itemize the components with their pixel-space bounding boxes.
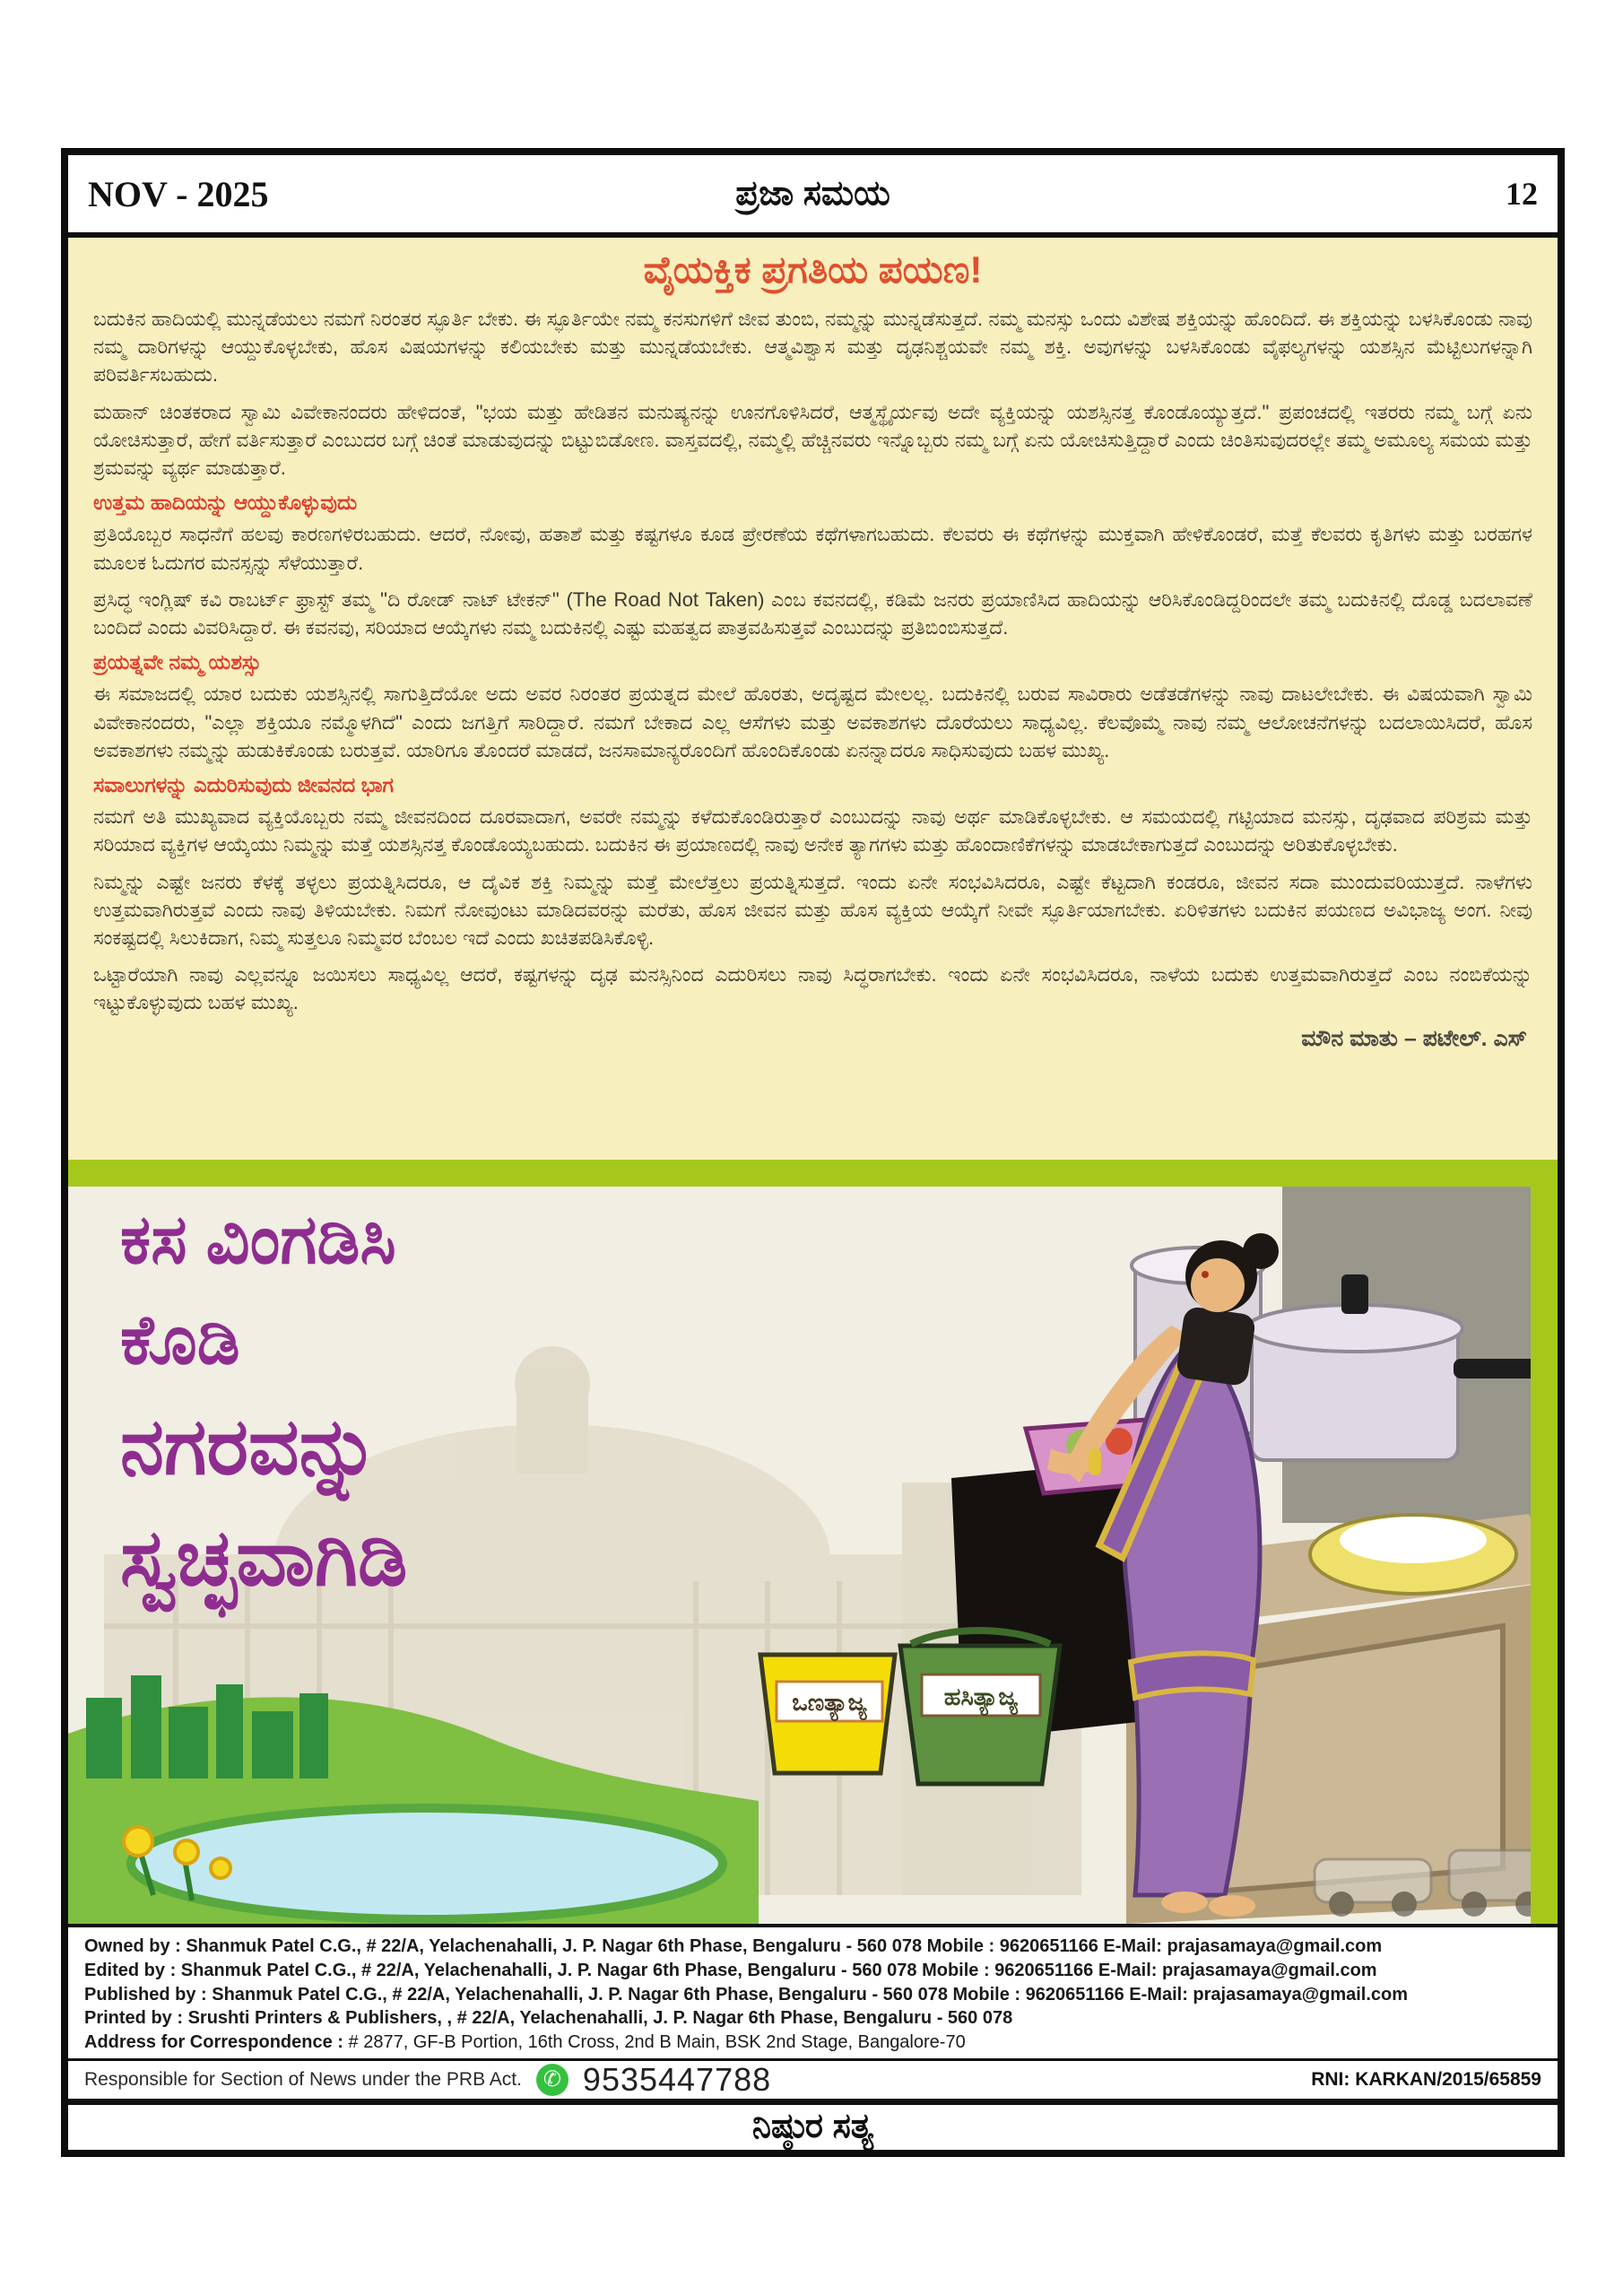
- printed-by-line: Printed by : Srushti Printers & Publishers, , # 22/A, Yelachenahalli, J. P. Nagar 6th Phase, Bengaluru - 560 078: [84, 2008, 1013, 2029]
- rice-bowl: [1310, 1515, 1516, 1594]
- article-paragraph: ಒಟ್ಟಾರೆಯಾಗಿ ನಾವು ಎಲ್ಲವನ್ನೂ ಜಯಿಸಲು ಸಾಧ್ಯವಿಲ್ಲ ಆದರೆ, ಕಷ್ಟಗಳನ್ನು ದೃಢ ಮನಸ್ಸಿನಿಂದ ಎದುರಿಸಲು ನಾವು ಸಿದ್ಧರಾಗಬೇಕು. ಇಂದು ಏನೇ ಸಂಭವಿಸಿದರೂ, ನಾಳೆಯ ಬದುಕು ಉತ್ತಮವಾಗಿರುತ್ತದೆ ಎಂಬ ನಂಬಿಕೆಯನ್ನು ಇಟ್ಟುಕೊಳ್ಳುವುದು ಬಹಳ ಮುಖ್ಯ.: [93, 963, 1532, 1014]
- ad-headline-line: ಕೊಡಿ: [120, 1302, 240, 1378]
- waste-segregation-ad: [68, 1160, 1558, 1924]
- newspaper-page-frame: [61, 148, 1565, 2157]
- tagline-row: [68, 2105, 1558, 2150]
- ad-headline: [120, 1202, 408, 1602]
- article-paragraph: ಬದುಕಿನ ಹಾದಿಯಲ್ಲಿ ಮುನ್ನಡೆಯಲು ನಮಗೆ ನಿರಂತರ ಸ್ಫೂರ್ತಿ ಬೇಕು. ಈ ಸ್ಫೂರ್ತಿಯೇ ನಮ್ಮ ಕನಸುಗಳಿಗೆ ಜೀವ ತುಂಬಿ, ನಮ್ಮನ್ನು ಮುನ್ನಡೆಸುತ್ತದೆ. ನಮ್ಮ ಮನಸ್ಸು ಒಂದು ವಿಶೇಷ ಶಕ್ತಿಯನ್ನು ಹೊಂದಿದೆ. ಈ ಶಕ್ತಿಯನ್ನು ಬಳಸಿಕೊಂಡು ನಾವು ನಮ್ಮ ದಾರಿಗಳನ್ನು ಆಯ್ದುಕೊಳ್ಳಬೇಕು, ಹೊಸ ವಿಷಯಗಳನ್ನು ಕಲಿಯಬೇಕು ಮತ್ತು ಮುನ್ನಡೆಯಬೇಕು. ಆತ್ಮವಿಶ್ವಾಸ ಮತ್ತು ದೃಢನಿಶ್ಚಯವೇ ನಮ್ಮ ಶಕ್ತಿ. ಅವುಗಳನ್ನು ಬಳಸಿಕೊಂಡು ವೈಫಲ್ಯಗಳನ್ನು ಯಶಸ್ಸಿನ ಮೆಟ್ಟಿಲುಗಳನ್ನಾಗಿ ಪರಿವರ್ತಿಸಬಹುದು.: [93, 308, 1532, 387]
- whatsapp-icon: ✆: [536, 2064, 568, 2096]
- correspondence-line: [84, 2031, 1541, 2055]
- article-paragraph: ಈ ಸಮಾಜದಲ್ಲಿ ಯಾರ ಬದುಕು ಯಶಸ್ಸಿನಲ್ಲಿ ಸಾಗುತ್ತಿದೆಯೋ ಅದು ಅವರ ನಿರಂತರ ಪ್ರಯತ್ನದ ಮೇಲೆ ಹೊರತು, ಅದೃಷ್ಟದ ಮೇಲಲ್ಲ. ಬದುಕಿನಲ್ಲಿ ಬರುವ ಸಾವಿರಾರು ಅಡೆತಡೆಗಳನ್ನು ನಾವು ದಾಟಲೇಬೇಕು. ಈ ವಿಷಯವಾಗಿ ಸ್ವಾಮಿ ವಿವೇಕಾನಂದರು, "ಎಲ್ಲಾ ಶಕ್ತಿಯೂ ನಮ್ಮೊಳಗಿದೆ" ಎಂದು ಜಗತ್ತಿಗೆ ಸಾರಿದ್ದಾರೆ. ನಮಗೆ ಬೇಕಾದ ಎಲ್ಲ ಆಸೆಗಳು ಮತ್ತು ಅವಕಾಶಗಳು ದೊರೆಯಲು ಸಾಧ್ಯವಿಲ್ಲ. ಕೆಲವೊಮ್ಮೆ ನಾವು ನಮ್ಮ ಆಲೋಚನೆಗಳನ್ನು ಬದಲಾಯಿಸಿದರೆ, ಹೊಸ ಅವಕಾಶಗಳು ನಮ್ಮನ್ನು ಹುಡುಕಿಕೊಂಡು ಬರುತ್ತವೆ. ಯಾರಿಗೂ ತೊಂದರೆ ಮಾಡದೆ, ಜನಸಾಮಾನ್ಯರೊಂದಿಗೆ ಹೊಂದಿಕೊಂಡು ಏನನ್ನಾದರೂ ಸಾಧಿಸುವುದು ಬಹಳ ಮುಖ್ಯ.: [93, 683, 1532, 761]
- article-paragraph: ಮಹಾನ್ ಚಿಂತಕರಾದ ಸ್ವಾಮಿ ವಿವೇಕಾನಂದರು ಹೇಳಿದಂತೆ, "ಭಯ ಮತ್ತು ಹೇಡಿತನ ಮನುಷ್ಯನನ್ನು ಊನಗೊಳಿಸಿದರೆ, ಆತ್ಮಸ್ಥೈರ್ಯವು ಅದೇ ವ್ಯಕ್ತಿಯನ್ನು ಯಶಸ್ಸಿನತ್ತ ಕೊಂಡೊಯ್ಯುತ್ತದೆ." ಪ್ರಪಂಚದಲ್ಲಿ ಇತರರು ನಮ್ಮ ಬಗ್ಗೆ ಏನು ಯೋಚಿಸುತ್ತಾರೆ, ಹೇಗೆ ವರ್ತಿಸುತ್ತಾರೆ ಎಂಬುದರ ಬಗ್ಗೆ ಚಿಂತೆ ಮಾಡುವುದನ್ನು ಬಿಟ್ಟುಬಿಡೋಣ. ವಾಸ್ತವದಲ್ಲಿ, ನಮ್ಮಲ್ಲಿ ಹೆಚ್ಚಿನವರು ಇನ್ನೊಬ್ಬರು ನಮ್ಮ ಬಗ್ಗೆ ಏನು ಯೋಚಿಸುತ್ತಿದ್ದಾರೆ ಎಂದು ಚಿಂತಿಸುವುದರಲ್ಲೇ ತಮ್ಮ ಅಮೂಲ್ಯ ಸಮಯ ಮತ್ತು ಶ್ರಮವನ್ನು ವ್ಯರ್ಥ ಮಾಡುತ್ತಾರೆ.: [93, 400, 1532, 480]
- edited-by-line: Edited by : Shanmuk Patel C.G., # 22/A, Yelachenahalli, J. P. Nagar 6th Phase, Bengaluru - 560 078 Mobile : 9620651166 E-Mail: prajasamaya@gmail.com: [84, 1960, 1377, 1980]
- ad-headline-line: ನಗರವನ್ನು: [120, 1402, 379, 1491]
- ad-headline-line: ಸ್ವಚ್ಛವಾಗಿಡಿ: [120, 1513, 408, 1602]
- article-author-signature: ಮೌನ ಮಾತು – ಪಟೇಲ್. ಎಸ್: [1301, 1025, 1527, 1051]
- correspondence-label: Address for Correspondence :: [84, 2032, 343, 2053]
- wet-waste-label: ಹಸಿತ್ಯಾಜ್ಯ: [943, 1683, 1019, 1710]
- correspondence-value: # 2877, GF-B Portion, 16th Cross, 2nd B Main, BSK 2nd Stage, Bangalore-70: [348, 2032, 966, 2053]
- page-number: 12: [1506, 176, 1538, 212]
- article-subheading: ಸವಾಲುಗಳನ್ನು ಎದುರಿಸುವುದು ಜೀವನದ ಭಾಗ: [93, 773, 394, 797]
- page-header: [68, 155, 1558, 238]
- article-title: ವೈಯಕ್ತಿಕ ಪ್ರಗತಿಯ ಪಯಣ!: [643, 248, 983, 291]
- article-subheading: ಉತ್ತಮ ಹಾದಿಯನ್ನು ಆಯ್ದುಕೊಳ್ಳುವುದು: [93, 491, 358, 515]
- issue-date: NOV - 2025: [88, 173, 269, 214]
- masthead-title: ಪ್ರಜಾ ಸಮಯ: [735, 174, 890, 213]
- dry-waste-label: ಒಣತ್ಯಾಜ್ಯ: [792, 1689, 867, 1716]
- whatsapp-number: 9535447788: [582, 2060, 772, 2098]
- article-section: [68, 238, 1558, 1160]
- ad-right-band: [1531, 1160, 1558, 1924]
- article-paragraph: ನಿಮ್ಮನ್ನು ಎಷ್ಟೇ ಜನರು ಕೆಳಕ್ಕೆ ತಳ್ಳಲು ಪ್ರಯತ್ನಿಸಿದರೂ, ಆ ದೈವಿಕ ಶಕ್ತಿ ನಿಮ್ಮನ್ನು ಮತ್ತೆ ಮೇಲೆತ್ತಲು ಪ್ರಯತ್ನಿಸುತ್ತದೆ. ಇಂದು ಏನೇ ಸಂಭವಿಸಿದರೂ, ಎಷ್ಟೇ ಕೆಟ್ಟದಾಗಿ ಕಂಡರೂ, ಜೀವನ ಸದಾ ಮುಂದುವರಿಯುತ್ತದೆ. ನಾಳೆಗಳು ಉತ್ತಮವಾಗಿರುತ್ತವೆ ಎಂದು ನಾವು ತಿಳಿಯಬೇಕು. ನಿಮಗೆ ನೋವುಂಟು ಮಾಡಿದವರನ್ನು ಮರೆತು, ಹೊಸ ಜೀವನ ಮತ್ತು ಹೊಸ ವ್ಯಕ್ತಿಯ ಆಯ್ಕೆಗೆ ನೀವೇ ಸ್ಫೂರ್ತಿಯಾಗಬೇಕು. ಏರಿಳಿತಗಳು ಬದುಕಿನ ಪಯಣದ ಅವಿಭಾಜ್ಯ ಅಂಗ. ನೀವು ಸಂಕಷ್ಟದಲ್ಲಿ ಸಿಲುಕಿದಾಗ, ನಿಮ್ಮ ಸುತ್ತಲೂ ನಿಮ್ಮವರ ಬೆಂಬಲ ಇದೆ ಎಂದು ಖಚಿತಪಡಿಸಿಕೊಳ್ಳಿ.: [93, 870, 1532, 949]
- article-paragraph: ಪ್ರತಿಯೊಬ್ಬರ ಸಾಧನೆಗೆ ಹಲವು ಕಾರಣಗಳಿರಬಹುದು. ಆದರೆ, ನೋವು, ಹತಾಶೆ ಮತ್ತು ಕಷ್ಟಗಳೂ ಕೂಡ ಪ್ರೇರಣೆಯ ಕಥೆಗಳಾಗಬಹುದು. ಕೆಲವರು ಈ ಕಥೆಗಳನ್ನು ಮುಕ್ತವಾಗಿ ಹೇಳಿಕೊಂಡರೆ, ಮತ್ತೆ ಕೆಲವರು ಕೃತಿಗಳು ಮತ್ತು ಬರಹಗಳ ಮೂಲಕ ಓದುಗರ ಮನಸ್ಸನ್ನು ಸೆಳೆಯುತ್ತಾರೆ.: [93, 523, 1532, 574]
- responsibility-row: [68, 2058, 1558, 2105]
- prb-act-note: Responsible for Section of News under the PRB Act.: [84, 2068, 522, 2090]
- article-paragraph: ಪ್ರಸಿದ್ಧ ಇಂಗ್ಲಿಷ್ ಕವಿ ರಾಬರ್ಟ್ ಫ್ರಾಸ್ಟ್ ತಮ್ಮ "ದಿ ರೋಡ್ ನಾಟ್ ಟೇಕನ್" (The Road Not Taken) ಎಂಬ ಕವನದಲ್ಲಿ, ಕಡಿಮೆ ಜನರು ಪ್ರಯಾಣಿಸಿದ ಹಾದಿಯನ್ನು ಆರಿಸಿಕೊಂಡಿದ್ದರಿಂದಲೇ ತಮ್ಮ ಬದುಕಿನಲ್ಲಿ ದೊಡ್ಡ ಬದಲಾವಣೆ ಬಂದಿದೆ ಎಂದು ವಿವರಿಸಿದ್ದಾರೆ. ಈ ಕವನವು, ಸರಿಯಾದ ಆಯ್ಕೆಗಳು ನಮ್ಮ ಬದುಕಿನಲ್ಲಿ ಎಷ್ಟು ಮಹತ್ವದ ಪಾತ್ರವಹಿಸುತ್ತವೆ ಎಂಬುದನ್ನು ಪ್ರತಿಬಿಂಬಿಸುತ್ತದೆ.: [93, 587, 1532, 639]
- ad-top-band: [68, 1160, 1558, 1187]
- published-by-line: Published by : Shanmuk Patel C.G., # 22/A, Yelachenahalli, J. P. Nagar 6th Phase, Bengaluru - 560 078 Mobile : 9620651166 E-Mail: prajasamaya@gmail.com: [84, 1984, 1409, 2005]
- imprint-section: [68, 1924, 1558, 2058]
- paper-tagline: ನಿಷ್ಠುರ ಸತ್ಯ: [751, 2108, 874, 2146]
- article-paragraph: ನಮಗೆ ಅತಿ ಮುಖ್ಯವಾದ ವ್ಯಕ್ತಿಯೊಬ್ಬರು ನಮ್ಮ ಜೀವನದಿಂದ ದೂರವಾದಾಗ, ಅವರೇ ನಮ್ಮನ್ನು ಕಳೆದುಕೊಂಡಿರುತ್ತಾರೆ ಎಂಬುದನ್ನು ನಾವು ಅರ್ಥ ಮಾಡಿಕೊಳ್ಳಬೇಕು. ಆ ಸಮಯದಲ್ಲಿ ಗಟ್ಟಿಯಾದ ಮನಸ್ಸು, ದೃಢವಾದ ಪರಿಶ್ರಮ ಮತ್ತು ಸರಿಯಾದ ವ್ಯಕ್ತಿಗಳ ಆಯ್ಕೆಯು ನಿಮ್ಮನ್ನು ಮತ್ತೆ ಯಶಸ್ಸಿನತ್ತ ಕೊಂಡೊಯ್ಯಬಹುದು. ಬದುಕಿನ ಈ ಪ್ರಯಾಣದಲ್ಲಿ ನಾವು ಅನೇಕ ತ್ಯಾಗಗಳು ಮತ್ತು ಹೊಂದಾಣಿಕೆಗಳನ್ನು ಮಾಡಬೇಕಾಗುತ್ತದೆ ಎಂಬುದನ್ನು ಅರಿತುಕೊಳ್ಳಬೇಕು.: [93, 805, 1532, 857]
- ad-headline-line: ಕಸ ವಿಂಗಡಿಸಿ: [120, 1202, 396, 1278]
- article-subheading: ಪ್ರಯತ್ನವೇ ನಮ್ಮ ಯಶಸ್ಸು: [93, 650, 262, 674]
- owned-by-line: Owned by : Shanmuk Patel C.G., # 22/A, Yelachenahalli, J. P. Nagar 6th Phase, Bengaluru - 560 078 Mobile : 9620651166 E-Mail: prajasamaya@gmail.com: [84, 1936, 1383, 1956]
- rni-registration: RNI: KARKAN/2015/65859: [1311, 2068, 1541, 2090]
